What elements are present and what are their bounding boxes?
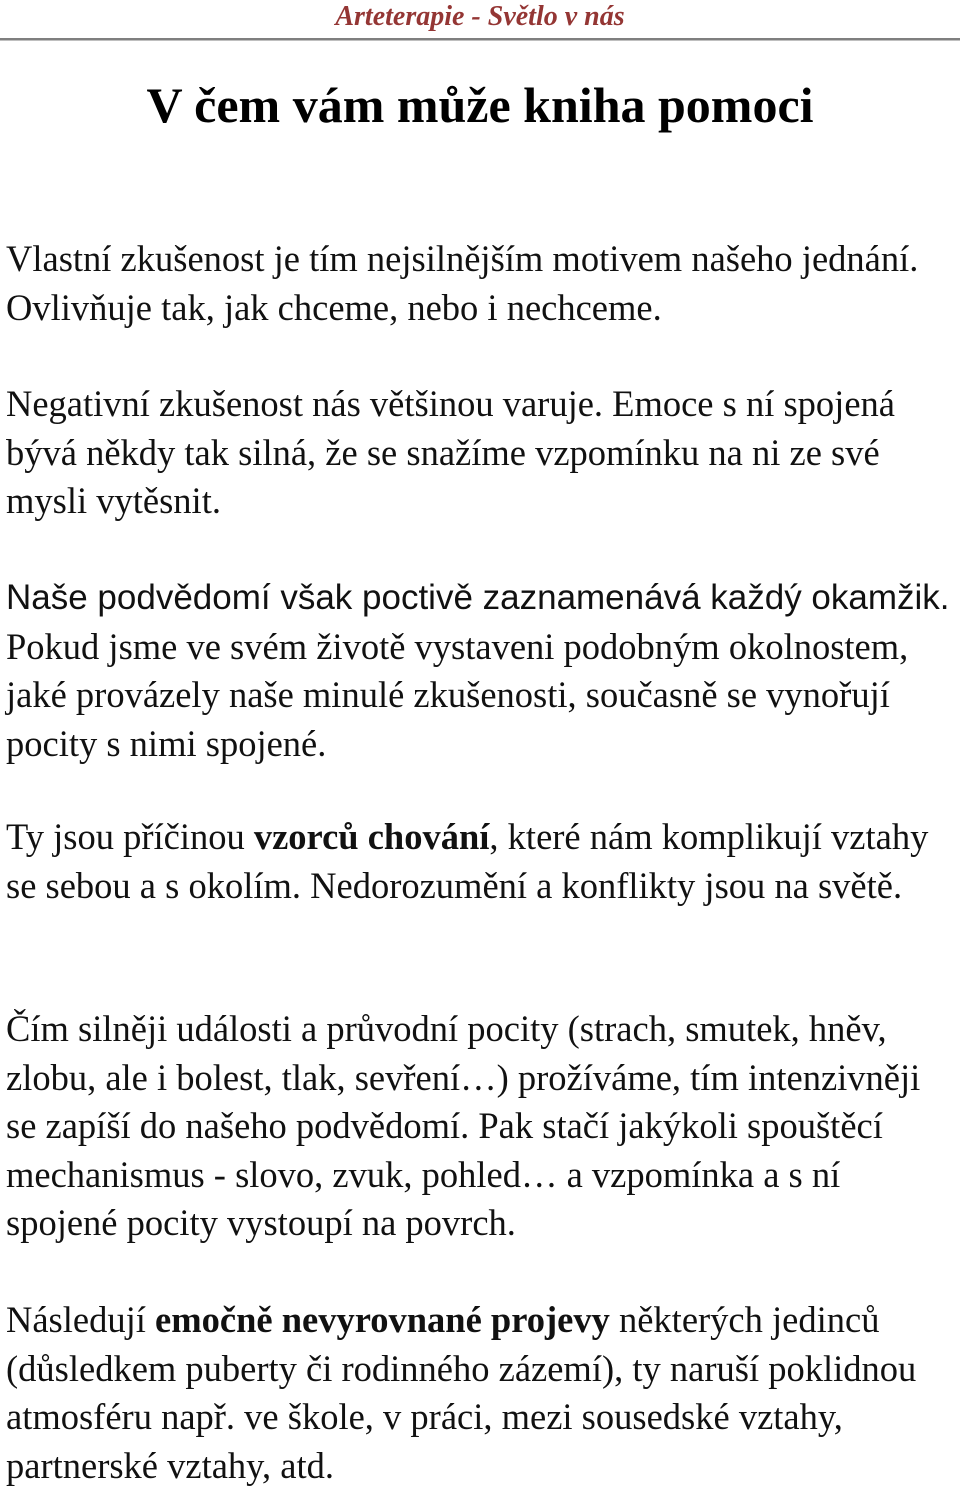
paragraph-1: Vlastní zkušenost je tím nejsilnějším motivem našeho jednání. Ovlivňuje tak, jak chceme, nebo i nechceme.: [6, 238, 919, 328]
paragraph-5: Čím silněji události a průvodní pocity (strach, smutek, hněv, zlobu, ale i bolest, tlak, sevření…) prožíváme, tím intenzivněji se zapíší do našeho podvědomí. Pak stačí jakýkoli spouštěcí mechanismus - slovo, zvuk, pohled… a vzpomínka a s ní spojené pocity vystoupí na povrch.: [6, 1008, 921, 1243]
paragraph-3: [6, 573, 956, 768]
running-header: Arteterapie - Světlo v nás: [335, 1, 625, 32]
paragraph-4: [6, 813, 956, 910]
header-divider: [0, 38, 960, 41]
paragraph-3-sans-part: Naše podvědomí však poctivě zaznamenává každý okamžik.: [6, 578, 950, 617]
paragraph-4-emphasis: vzorců chování: [253, 816, 490, 857]
paragraph-4-before: Ty jsou příčinou: [6, 816, 254, 857]
paragraph-6: [6, 1296, 956, 1490]
paragraph-6-after: některých jedinců (důsledkem puberty či rodinného zázemí), ty naruší poklidnou atmosféru např. ve škole, v práci, mezi sousedské vztahy, partnerské vztahy, atd.: [6, 1299, 917, 1486]
paragraph-6-before: Následují: [6, 1299, 156, 1340]
paragraph-4-after: , které nám komplikují vztahy se sebou a s okolím. Nedorozumění a konflikty jsou na světě.: [6, 816, 929, 906]
paragraph-2: Negativní zkušenost nás většinou varuje. Emoce s ní spojená bývá někdy tak silná, že se snažíme vzpomínku na ni ze své mysli vytěsnit.: [6, 383, 895, 521]
paragraph-3-rest: Pokud jsme ve svém životě vystaveni podobným okolnostem, jaké provázely naše minulé zkušenosti, současně se vynořují pocity s nimi spojené.: [6, 625, 909, 764]
paragraph-6-emphasis: emočně nevyrovnané projevy: [155, 1299, 610, 1340]
page-title: V čem vám může kniha pomoci: [146, 77, 814, 133]
